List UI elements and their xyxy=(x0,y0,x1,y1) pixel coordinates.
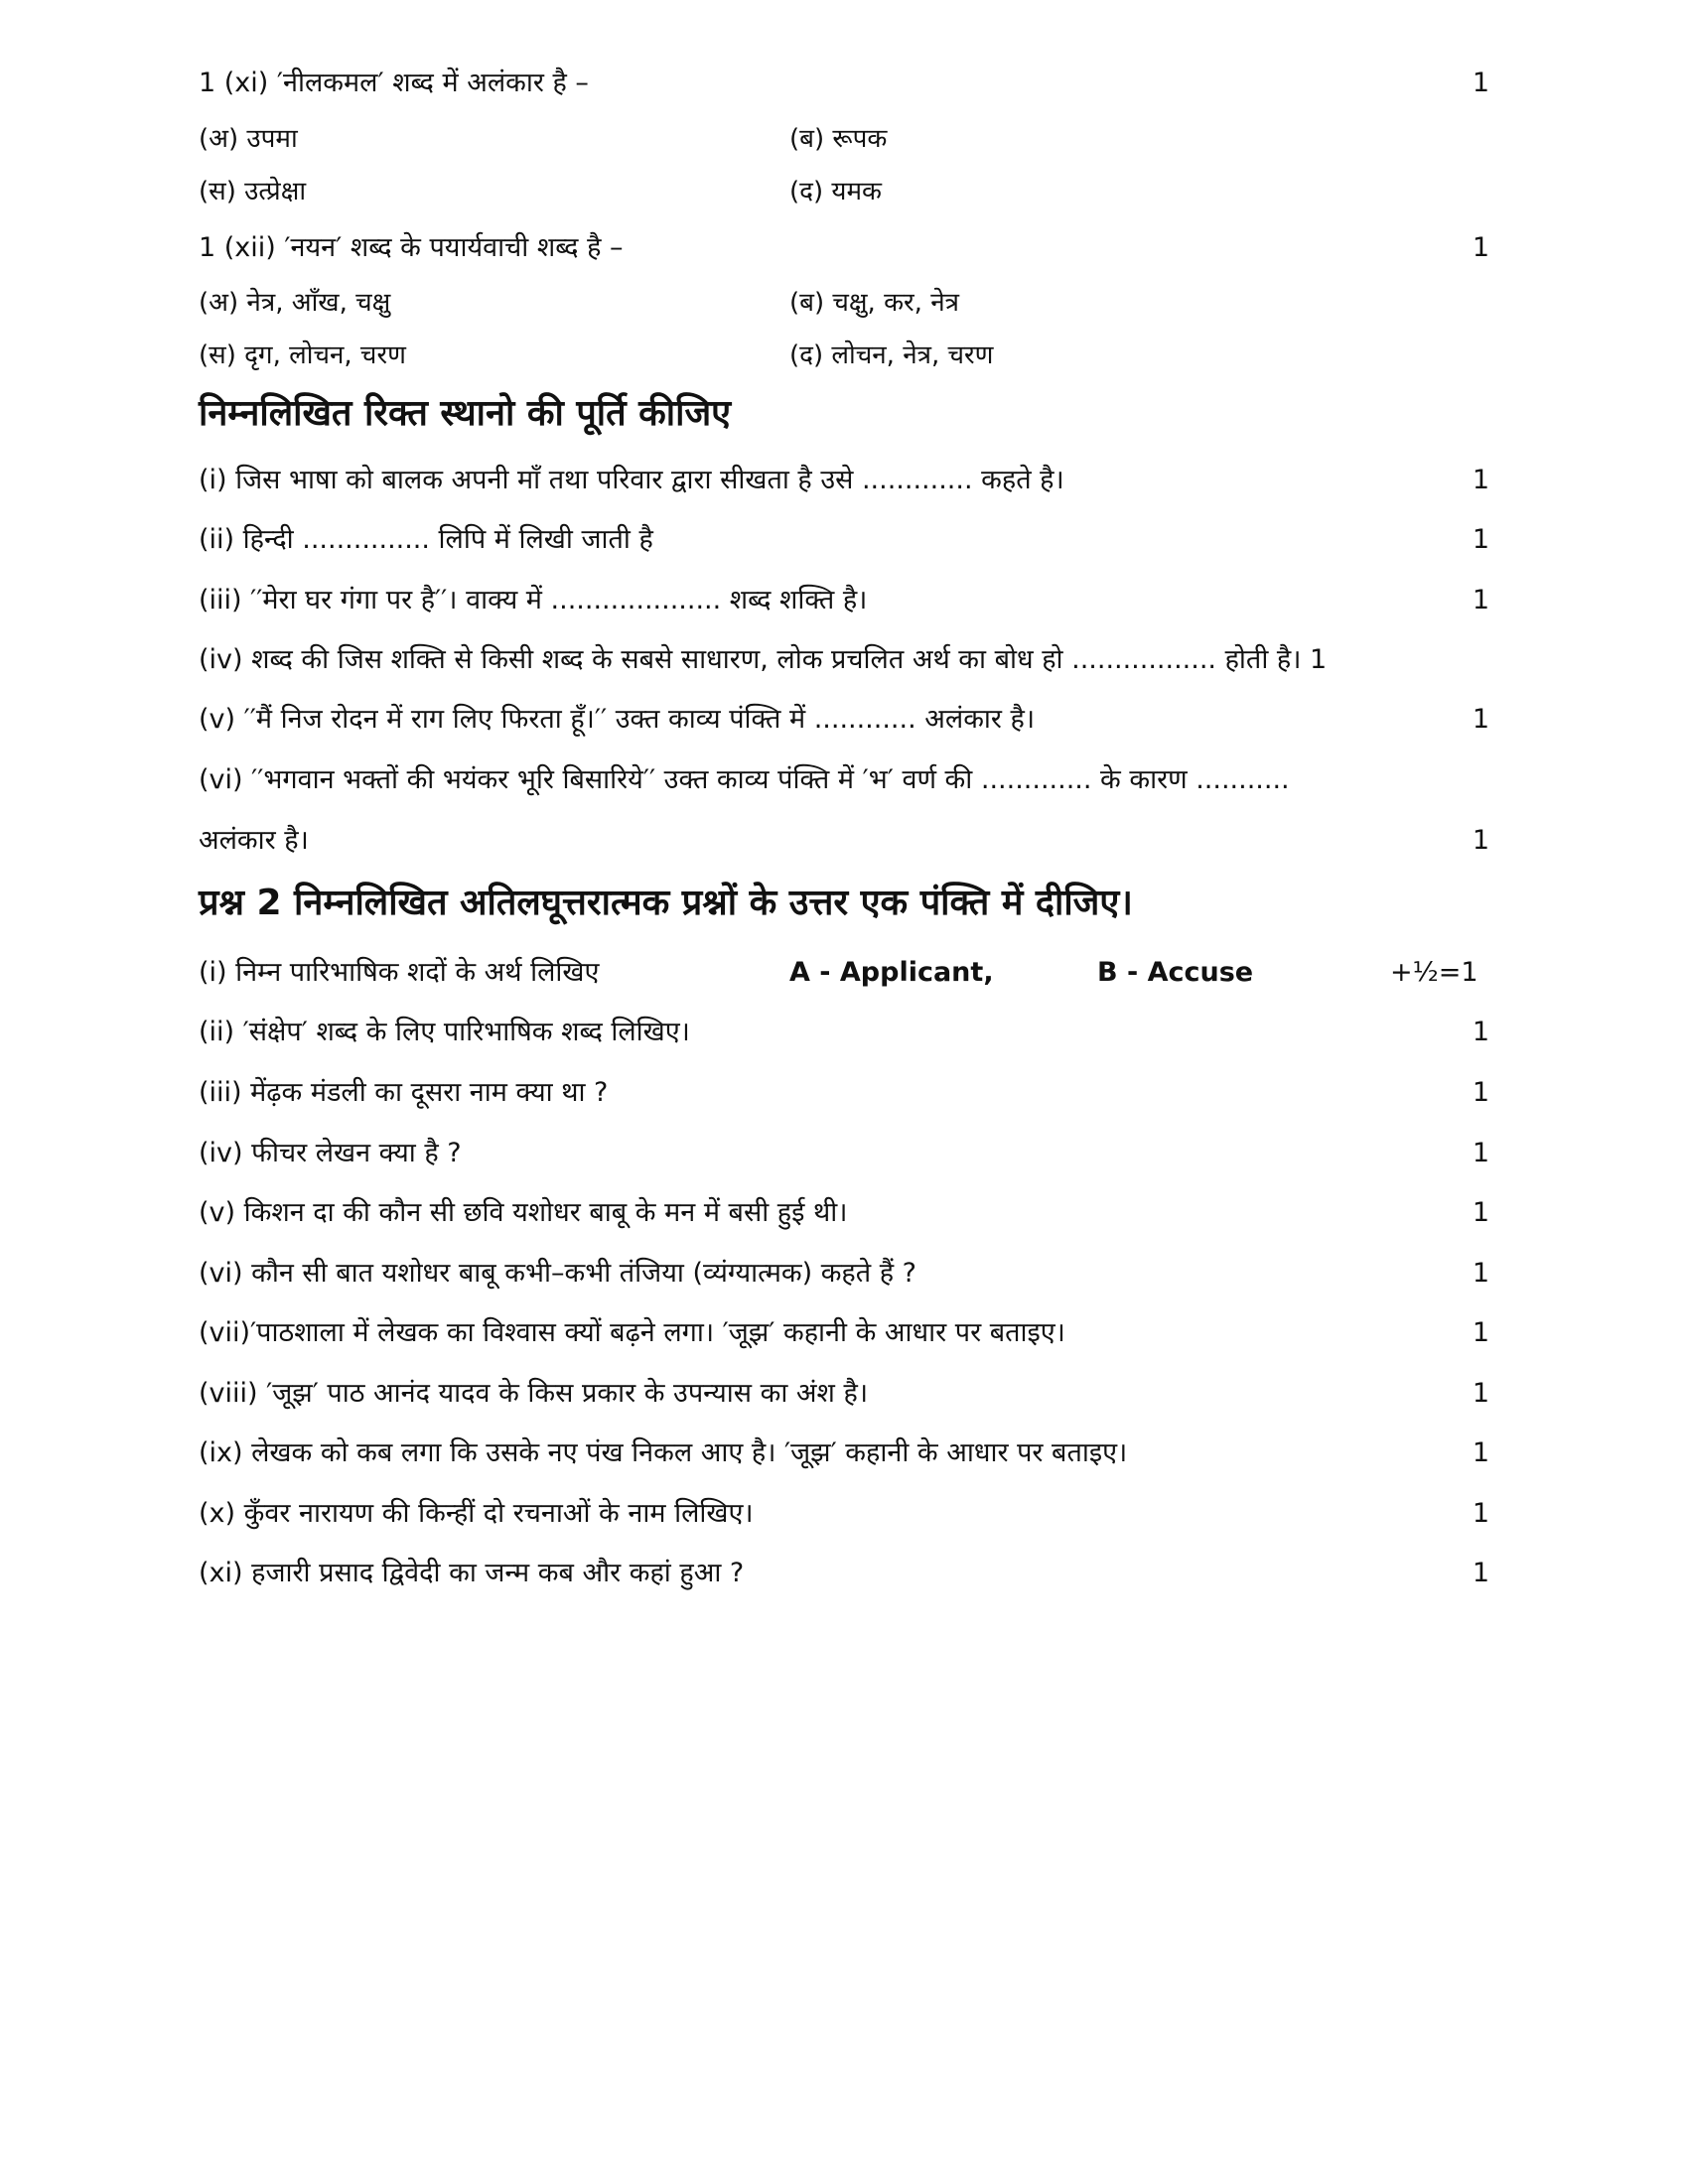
marks: 1 xyxy=(1472,524,1489,555)
marks: 1 xyxy=(1472,465,1489,495)
question-text: अलंकार है। xyxy=(199,825,309,856)
marks: 1 xyxy=(1472,1077,1489,1108)
marks: 1 xyxy=(1472,585,1489,615)
marks: 1 xyxy=(1472,1138,1489,1168)
marks: 1 xyxy=(1472,1258,1489,1289)
section-heading: प्रश्न 2 निम्नलिखित अतिलघूत्तरात्मक प्रश्नों के उत्तर एक पंक्ति में दीजिए। xyxy=(199,883,1133,923)
question-text: (i) निम्न पारिभाषिक शदों के अर्थ लिखिए xyxy=(199,957,600,988)
marks: 1 xyxy=(1472,232,1489,263)
question-text: (iv) फीचर लेखन क्या है ? xyxy=(199,1138,462,1168)
question-text: 1 (xii) ′नयन′ शब्द के पयार्यवाची शब्द है – xyxy=(199,232,624,263)
question-text: 1 (xi) ′नीलकमल′ शब्द में अलंकार है – xyxy=(199,68,589,98)
question-text: (ii) हिन्दी ............... लिपि में लिखी जाती है xyxy=(199,524,653,555)
term-b: B - Accuse xyxy=(1097,957,1254,988)
question-text: (xi) हजारी प्रसाद द्विवेदी का जन्म कब और कहां हुआ ? xyxy=(199,1558,745,1588)
marks: 1 xyxy=(1472,1197,1489,1228)
question-text: (iii) मेंढ़क मंडली का दूसरा नाम क्या था ? xyxy=(199,1077,609,1108)
question-text: (vii)′पाठशाला में लेखक का विश्वास क्यों बढ़ने लगा। ′जूझ′ कहानी के आधार पर बताइए। xyxy=(199,1317,1065,1348)
option: (द) यमक xyxy=(789,177,882,206)
section-heading: निम्नलिखित रिक्त स्थानो की पूर्ति कीजिए xyxy=(199,393,732,434)
marks: +½=1 xyxy=(1390,957,1478,988)
question-text: (iv) शब्द की जिस शक्ति से किसी शब्द के सबसे साधारण, लोक प्रचलित अर्थ का बोध हो ................. होती है। 1 xyxy=(199,644,1328,675)
marks: 1 xyxy=(1472,1017,1489,1047)
marks: 1 xyxy=(1472,68,1489,98)
marks: 1 xyxy=(1472,1437,1489,1468)
option: (अ) उपमा xyxy=(199,124,298,154)
marks: 1 xyxy=(1472,1558,1489,1588)
option: (ब) रूपक xyxy=(789,124,888,154)
question-text: (ii) ′संक्षेप′ शब्द के लिए पारिभाषिक शब्द लिखिए। xyxy=(199,1017,690,1047)
marks: 1 xyxy=(1472,1498,1489,1529)
option: (द) लोचन, नेत्र, चरण xyxy=(789,341,994,370)
option: (स) दृग, लोचन, चरण xyxy=(199,341,406,370)
term-a: A - Applicant, xyxy=(789,957,994,988)
question-text: (iii) ′′मेरा घर गंगा पर है′′। वाक्य में .................... शब्द शक्ति है। xyxy=(199,585,868,615)
question-text: (viii) ′जूझ′ पाठ आनंद यादव के किस प्रकार के उपन्यास का अंश है। xyxy=(199,1378,869,1409)
question-text: (v) ′′मैं निज रोदन में राग लिए फिरता हूँ।′′ उक्त काव्य पंक्ति में ............ अलंकार है। xyxy=(199,704,1036,735)
question-text: (i) जिस भाषा को बालक अपनी माँ तथा परिवार द्वारा सीखता है उसे ............. कहते है। xyxy=(199,465,1064,495)
question-text: (v) किशन दा की कौन सी छवि यशोधर बाबू के मन में बसी हुई थी। xyxy=(199,1197,848,1228)
question-text: (x) कुँवर नारायण की किन्हीं दो रचनाओं के नाम लिखिए। xyxy=(199,1498,754,1529)
marks: 1 xyxy=(1472,704,1489,735)
marks: 1 xyxy=(1472,1378,1489,1409)
question-text: (vi) कौन सी बात यशोधर बाबू कभी–कभी तंजिया (व्यंग्यात्मक) कहते हैं ? xyxy=(199,1258,916,1289)
question-text: (ix) लेखक को कब लगा कि उसके नए पंख निकल आए है। ′जूझ′ कहानी के आधार पर बताइए। xyxy=(199,1437,1128,1468)
question-text: (vi) ′′भगवान भक्तों की भयंकर भूरि बिसारिये′′ उक्त काव्य पंक्ति में ′भ′ वर्ण की ............. के कारण ........... xyxy=(199,764,1290,795)
option: (स) उत्प्रेक्षा xyxy=(199,177,307,206)
option: (ब) चक्षु, कर, नेत्र xyxy=(789,288,959,318)
marks: 1 xyxy=(1472,1317,1489,1348)
marks: 1 xyxy=(1472,825,1489,856)
option: (अ) नेत्र, आँख, चक्षु xyxy=(199,288,391,318)
